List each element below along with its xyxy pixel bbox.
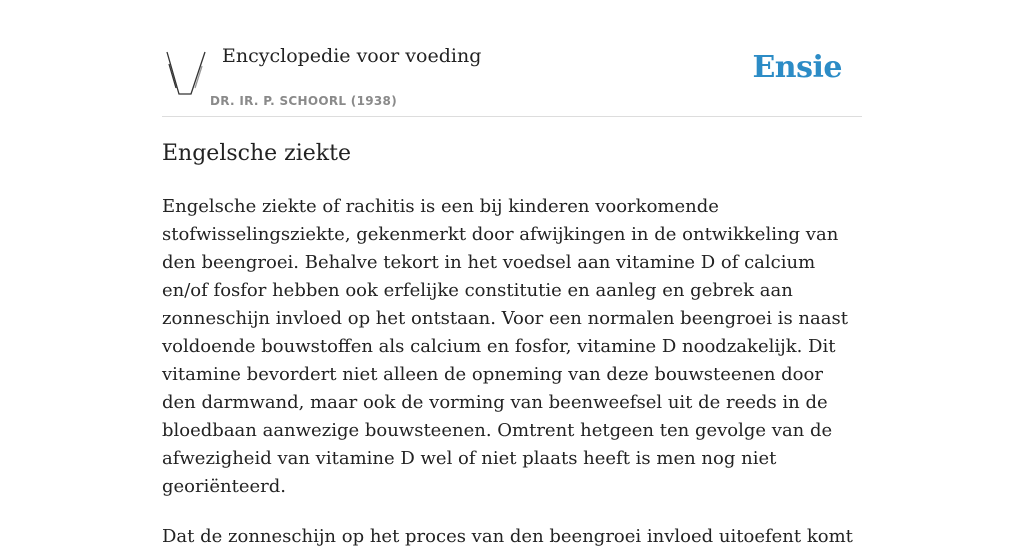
article-paragraph: Dat de zonneschijn op het proces van den beengroei invloed uitoefent komt [162, 526, 853, 547]
article [162, 138, 862, 551]
article-title: Engelsche ziekte [162, 141, 351, 166]
ensie-v-logo-icon[interactable] [165, 48, 209, 96]
article-paragraph: Engelsche ziekte of rachitis is een bij kinderen voorkomende stofwisselingsziekte, gekenmerkt door afwijkingen in de ontwikkeling van den beengroei. Behalve tekort in het voedsel aan vitamine D of calcium en/of fosfor hebben ook erfelijke constitutie en aanleg en gebrek aan zonneschijn invloed op het ontstaan. Voor een normalen beengroei is naast voldoende bouwstoffen als calcium en fosfor, vitamine D noodzakelijk. Dit vitamine bevordert niet alleen de opneming van deze bouwsteenen door den darmwand, maar ook de vorming van beenweefsel uit de reeds in de bloedbaan aanwezige bouwsteenen. Omtrent hetgeen ten gevolge van de afwezigheid van vitamine D wel of niet plaats heeft is men nog niet georiënteerd. [162, 196, 848, 497]
site-author: DR. IR. P. SCHOORL (1938) [210, 94, 397, 108]
site-title[interactable]: Encyclopedie voor voeding [222, 45, 482, 67]
brand-logo-link[interactable]: Ensie [752, 50, 842, 85]
header [162, 0, 862, 117]
